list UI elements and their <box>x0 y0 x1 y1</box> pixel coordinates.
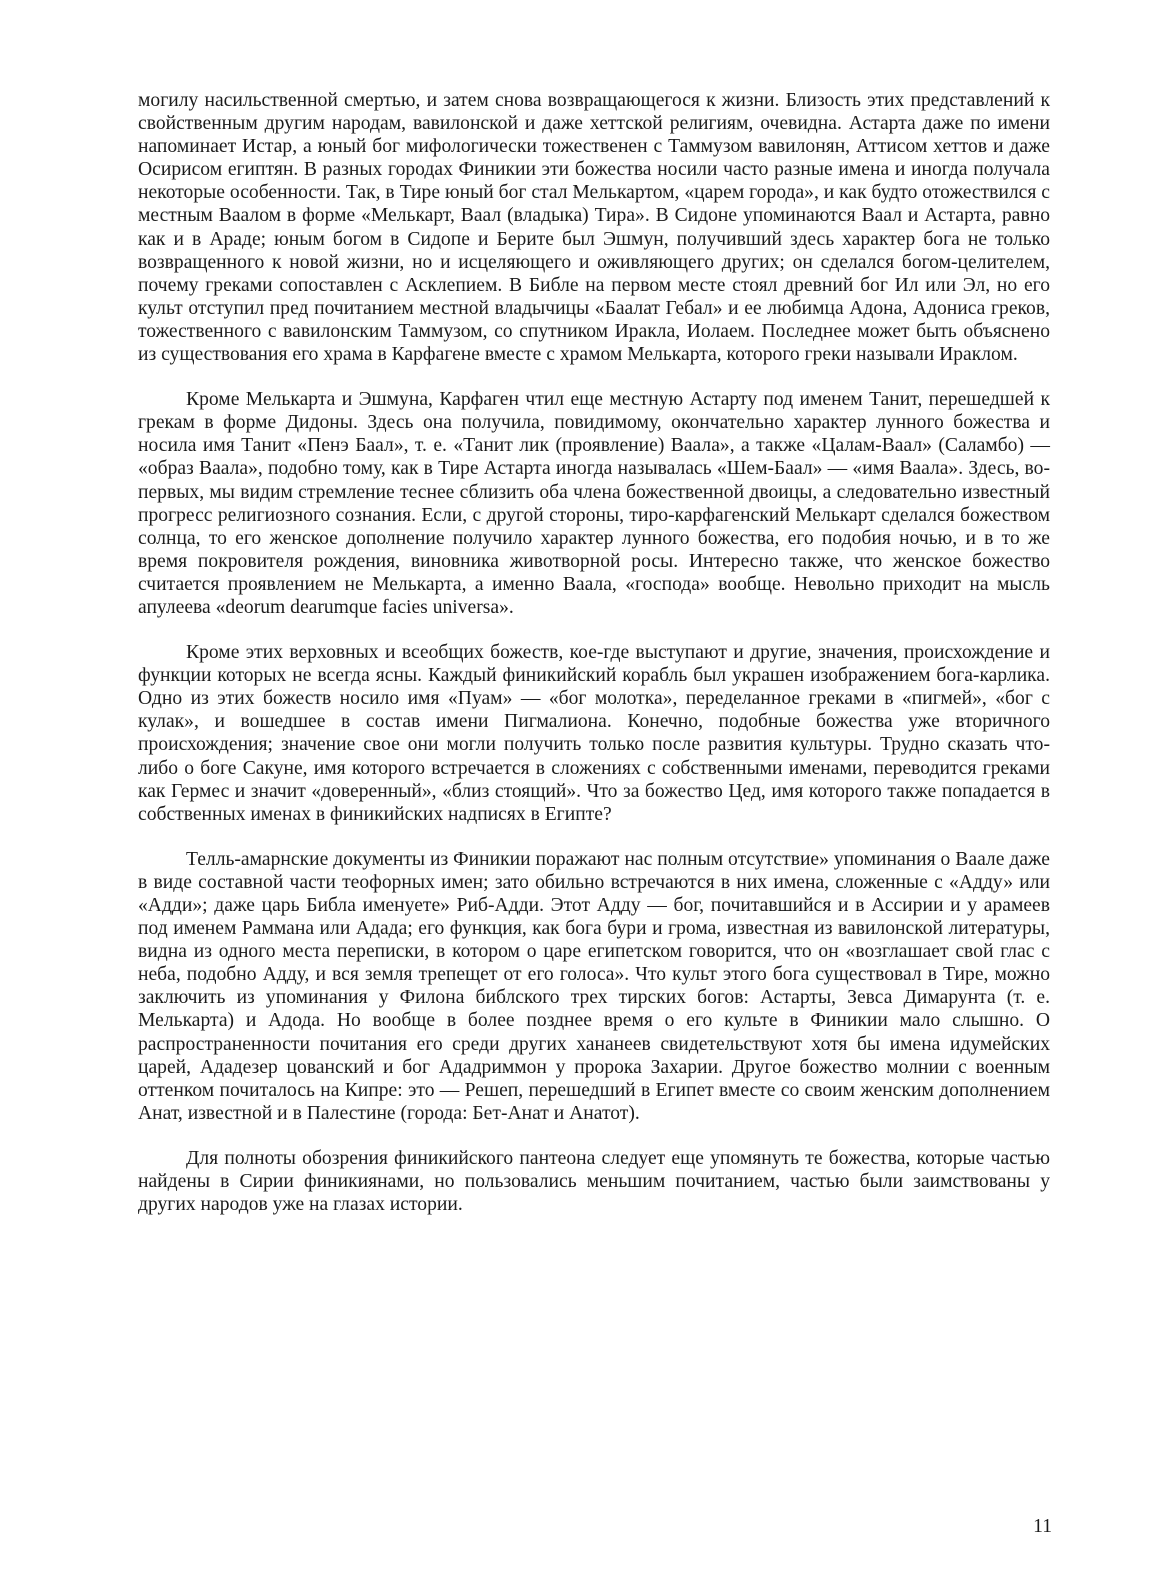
page-number: 11 <box>1033 1516 1052 1537</box>
paragraph-5: Для полноты обозрения финикийского пантеона следует еще упомянуть те божества, которые частью найдены в Сирии финикиянами, но пользовались меньшим почитанием, частью были заимствованы у других народов уже на глазах истории. <box>138 1147 1050 1216</box>
body-text <box>138 89 1050 1216</box>
paragraph-4: Телль-амарнские документы из Финикии поражают нас полным отсутствие» упоминания о Ваале даже в виде составной части теофорных имен; зато обильно встречаются в них имена, сложенные с «Адду» или «Адди»; даже царь Библа именуете» Риб-Адди. Этот Адду — бог, почитавшийся и в Ассирии и у арамеев под именем Раммана или Адада; его функция, как бога бури и грома, известная из вавилонской литературы, видна из одного места переписки, в котором о царе египетском говорится, что он «возглашает свой глас с неба, подобно Адду, и вся земля трепещет от его голоса». Что культ этого бога существовал в Тире, можно заключить из упоминания у Филона библского трех тирских богов: Астарты, Зевса Димарунта (т. е. Мелькарта) и Адода. Но вообще в более позднее время о его культе в Финикии мало слышно. О распространенности почитания его среди других хананеев свидетельствуют хотя бы имена идумейских царей, Ададезер цованский и бог Ададриммон у пророка Захарии. Другое божество молнии с военным оттенком почиталось на Кипре: это — Решеп, перешедший в Египет вместе со своим женским дополнением Анат, известной и в Палестине (города: Бет-Анат и Анатот). <box>138 848 1050 1124</box>
paragraph-3: Кроме этих верховных и всеобщих божеств, кое-где выступают и другие, значения, происхождение и функции которых не всегда ясны. Каждый финикийский корабль был украшен изображением бога-карлика. Одно из этих божеств носило имя «Пуам» — «бог молотка», переделанное греками в «пигмей», «бог с кулак», и вошедшее в состав имени Пигмалиона. Конечно, подобные божества уже вторичного происхождения; значение свое они могли получить только после развития культуры. Трудно сказать что-либо о боге Сакуне, имя которого встречается в сложениях с собственными именами, переводится греками как Гермес и значит «доверенный», «близ стоящий». Что за божество Цед, имя которого также попадается в собственных именах в финикийских надписях в Египте? <box>138 642 1050 825</box>
paragraph-2: Кроме Мелькарта и Эшмуна, Карфаген чтил еще местную Астарту под именем Танит, перешедшей к грекам в форме Дидоны. Здесь она получила, повидимому, окончательно характер лунного божества и носила имя Танит «Пенэ Баал», т. е. «Танит лик (проявление) Ваала», а также «Цалам-Ваал» (Саламбо) — «образ Ваала», подобно тому, как в Тире Астарта иногда называлась «Шем-Баал» — «имя Ваала». Здесь, во-первых, мы видим стремление теснее сблизить оба члена божественной двоицы, а следовательно известный прогресс религиозного сознания. Если, с другой стороны, тиро-карфагенский Мелькарт сделался божеством солнца, то его женское дополнение получило характер лунного божества, его подобия ночью, и в то же время покровителя рождения, виновника животворной росы. Интересно также, что женское божество считается проявлением не Мелькарта, а именно Ваала, «господа» вообще. Невольно приходит на мысль апулеева «deorum dearumque facies universa». <box>138 389 1050 618</box>
paragraph-1: могилу насильственной смертью, и затем снова возвращающегося к жизни. Близость этих представлений к свойственным другим народам, вавилонской и даже хеттской религиям, очевидна. Астарта даже по имени напоминает Истар, а юный бог мифологически тожественен с Таммузом вавилонян, Аттисом хеттов и даже Осирисом египтян. В разных городах Финикии эти божества носили часто разные имена и иногда получала некоторые особенности. Так, в Тире юный бог стал Мелькартом, «царем города», и как будто отожествился с местным Ваалом в форме «Мелькарт, Ваал (владыка) Тира». В Сидоне упоминаются Ваал и Астарта, равно как и в Араде; юным богом в Сидопе и Берите был Эшмун, получивший здесь характер бога не только возвращенного к новой жизни, но и исцеляющего и оживляющего других; он сделался богом-целителем, почему греками сопоставлен с Асклепием. В Библе на первом месте стоял древний бог Ил или Эл, но его культ отступил пред почитанием местной владычицы «Баалат Гебал» и ее любимца Адона, Адониса греков, тожественного с вавилонским Таммузом, со спутником Иракла, Иолаем. Последнее может быть объяснено из существования его храма в Карфагене вместе с храмом Мелькарта, которого греки называли Ираклом. <box>138 90 1050 366</box>
